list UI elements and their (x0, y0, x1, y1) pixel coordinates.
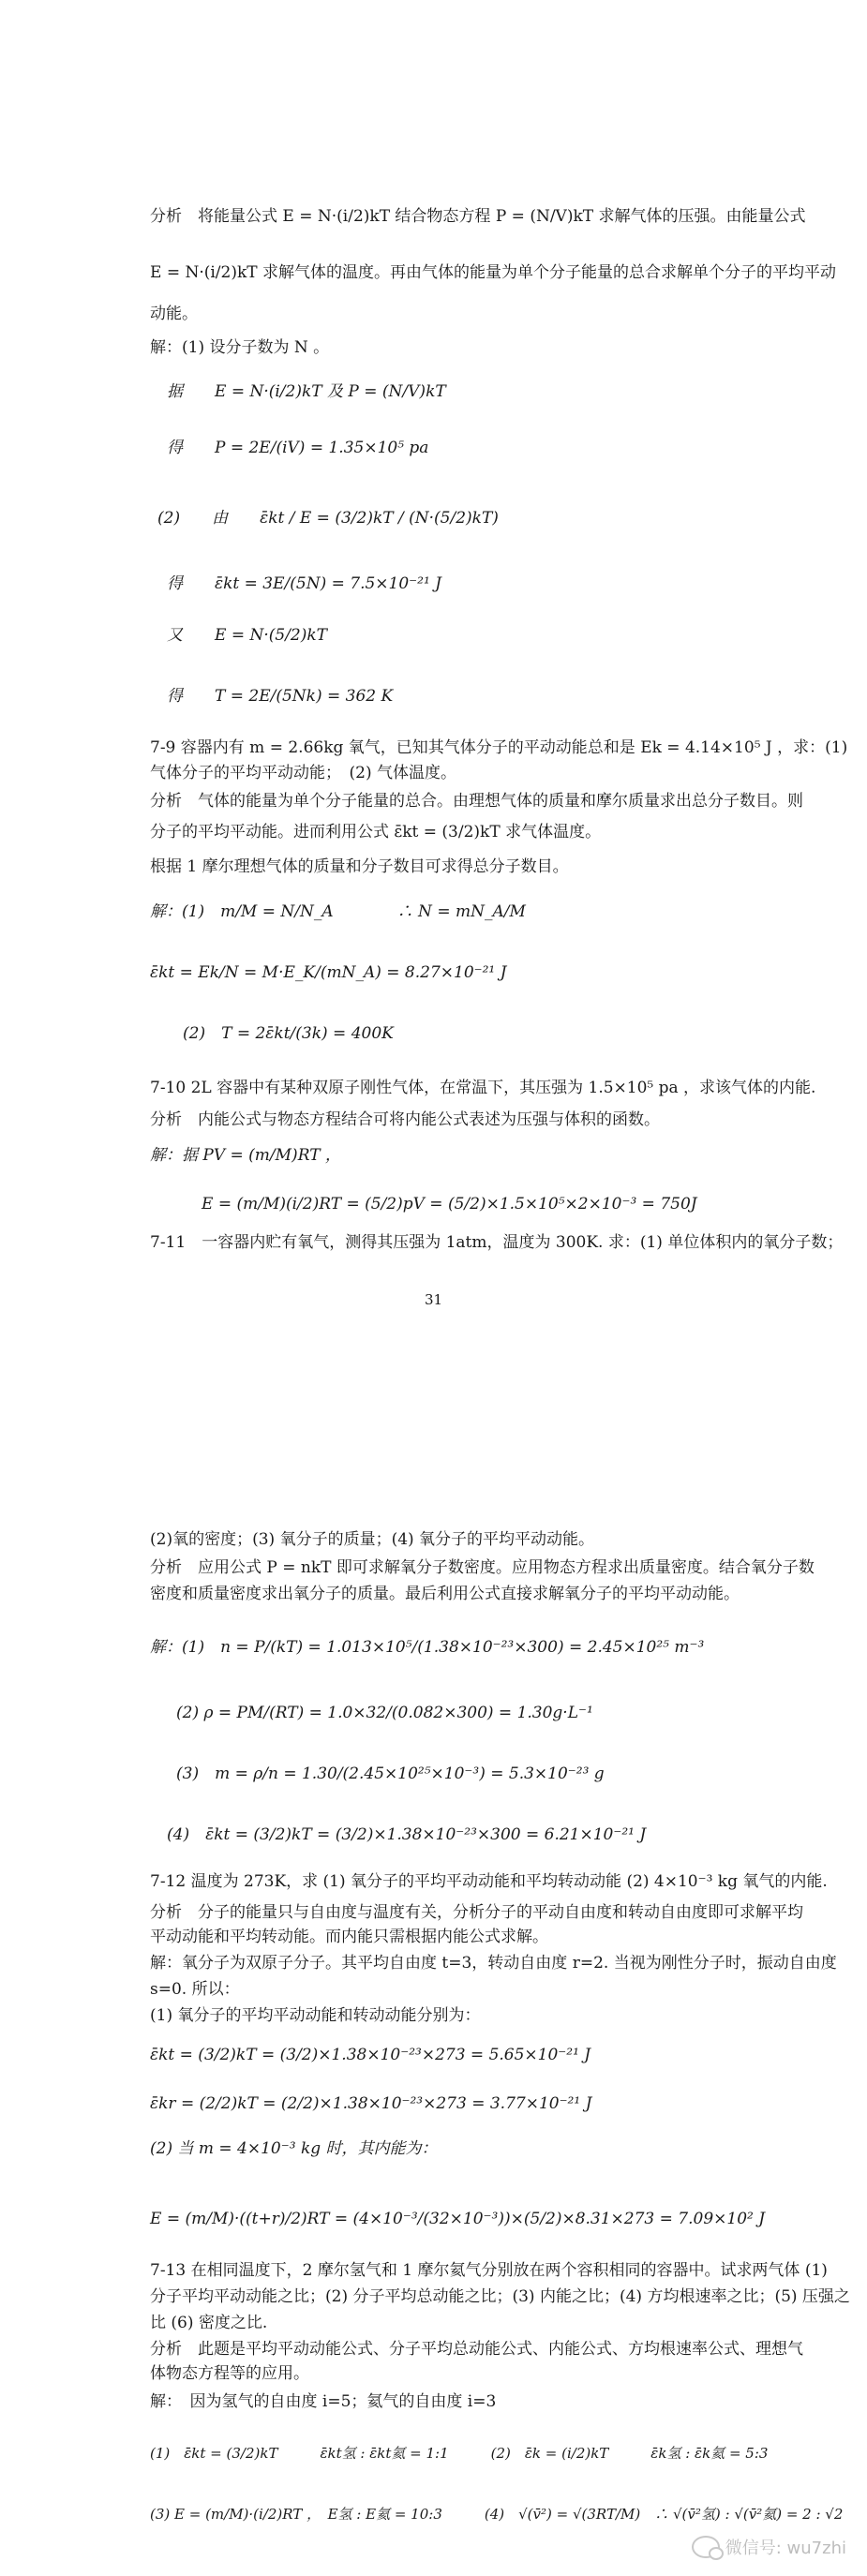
text-line: E = N·(i/2)kT 求解气体的温度。再由气体的能量为单个分子能量的总合求解单个分子的平均平动 (150, 263, 837, 282)
equation: 解：据 PV = (m/M)RT ， (150, 1146, 341, 1165)
equation: ε̄kt = (3/2)kT = (3/2)×1.38×10⁻²³×273 = 5.65×10⁻²¹ J (150, 2046, 591, 2064)
text-line: 密度和质量密度求出氧分子的质量。最后利用公式直接求解氧分子的平均平动动能。 (150, 1585, 740, 1603)
text-line: 7-13 在相同温度下，2 摩尔氢气和 1 摩尔氦气分别放在两个容积相同的容器中。试求两气体 (1) (150, 2261, 828, 2280)
equation: ε̄kt = Ek/N = M·E_K/(mN_A) = 8.27×10⁻²¹ J (150, 963, 507, 982)
text-line: 7-10 2L 容器中有某种双原子刚性气体，在常温下，其压强为 1.5×10⁵ pa ，求该气体的内能. (150, 1079, 816, 1097)
text-line: 分析 应用公式 P = nkT 即可求解氧分子数密度。应用物态方程求出质量密度。结合氧分子数 (150, 1558, 815, 1577)
text-line: 分析 此题是平均平动动能公式、分子平均总动能公式、内能公式、方均根速率公式、理想气 (150, 2340, 803, 2359)
text-line: 解： 因为氢气的自由度 i=5；氦气的自由度 i=3 (150, 2392, 497, 2411)
equation: 解：(1) m/M = N/N_A ∴ N = mN_A/M (150, 902, 526, 921)
wechat-icon (692, 2536, 720, 2558)
equation: (3) E = (m/M)·(i/2)RT ， E氢 : E氦 = 10:3 (4) √(v̄²) = √(3RT/M) ∴ √(v̄²氢) : √(v̄²氦) = 2 : √2 (150, 2506, 844, 2523)
text-line: 动能。 (150, 305, 198, 323)
equation: ε̄kr = (2/2)kT = (2/2)×1.38×10⁻²³×273 = 3.77×10⁻²¹ J (150, 2094, 592, 2113)
equation: 又 E = N·(5/2)kT (167, 626, 328, 645)
text-line: s=0. 所以： (150, 1980, 240, 1999)
text-line: 气体分子的平均平动动能； (2) 气体温度。 (150, 764, 456, 782)
text-line: 分析 内能公式与物态方程结合可将内能公式表述为压强与体积的函数。 (150, 1110, 660, 1129)
equation: 得 P = 2E/(iV) = 1.35×10⁵ pa (167, 439, 429, 457)
text-line: 分析 气体的能量为单个分子能量的总合。由理想气体的质量和摩尔质量求出总分子数目。则 (150, 792, 803, 811)
text-line: 分子平均平动动能之比；(2) 分子平均总动能之比；(3) 内能之比；(4) 方均根速率之比；(5) 压强之 (150, 2287, 850, 2306)
text-line: 分析 将能量公式 E = N·(i/2)kT 结合物态方程 P = (N/V)kT 求解气体的压强。由能量公式 (150, 207, 806, 226)
equation: E = (m/M)(i/2)RT = (5/2)pV = (5/2)×1.5×10⁵×2×10⁻³ = 750J (202, 1195, 697, 1214)
text-line: 比 (6) 密度之比. (150, 2314, 268, 2332)
text-line: 分子的平均平动能。进而利用公式 ε̄kt = (3/2)kT 求气体温度。 (150, 823, 602, 841)
text-line: 体物态方程等的应用。 (150, 2364, 309, 2383)
text-line: 7-12 温度为 273K，求 (1) 氧分子的平均平动动能和平均转动动能 (2) 4×10⁻³ kg 氧气的内能. (150, 1872, 828, 1891)
text-line: (1) 氧分子的平均平动动能和转动动能分别为： (150, 2006, 481, 2025)
page-number: 31 (424, 1291, 443, 1308)
text-line: 解：氧分子为双原子分子。其平均自由度 t=3，转动自由度 r=2. 当视为刚性分子时，振动自由度 (150, 1954, 837, 1973)
text-line: 分析 分子的能量只与自由度与温度有关，分析分子的平动自由度和转动自由度即可求解平均 (150, 1903, 803, 1922)
equation: 据 E = N·(i/2)kT 及 P = (N/V)kT (167, 382, 446, 401)
equation: (2) T = 2ε̄kt/(3k) = 400K (183, 1024, 394, 1043)
text-line: 7-9 容器内有 m = 2.66kg 氧气，已知其气体分子的平动动能总和是 Ek = 4.14×10⁵ J ，求：(1) (150, 738, 848, 757)
equation: 得 ε̄kt = 3E/(5N) = 7.5×10⁻²¹ J (167, 574, 442, 593)
equation: (3) m = ρ/n = 1.30/(2.45×10²⁵×10⁻³) = 5.3×10⁻²³ g (176, 1764, 605, 1783)
equation: (2) 当 m = 4×10⁻³ kg 时，其内能为： (150, 2139, 438, 2158)
text-line: (2)氧的密度；(3) 氧分子的质量；(4) 氧分子的平均平动动能。 (150, 1530, 595, 1549)
equation: (2) 由 ε̄kt / E = (3/2)kT / (N·(5/2)kT) (157, 509, 499, 528)
equation: 得 T = 2E/(5Nk) = 362 K (167, 687, 394, 706)
text-line: 解：(1) 设分子数为 N 。 (150, 338, 330, 357)
watermark (692, 2535, 846, 2559)
equation: (2) ρ = PM/(RT) = 1.0×32/(0.082×300) = 1.30g·L⁻¹ (176, 1704, 593, 1722)
equation: (4) ε̄kt = (3/2)kT = (3/2)×1.38×10⁻²³×300 = 6.21×10⁻²¹ J (167, 1825, 647, 1844)
equation: 解：(1) n = P/(kT) = 1.013×10⁵/(1.38×10⁻²³×300) = 2.45×10²⁵ m⁻³ (150, 1638, 705, 1657)
watermark-label: 微信号: wu7zhi (725, 2539, 846, 2558)
text-line: 7-11 一容器内贮有氧气，测得其压强为 1atm，温度为 300K. 求：(1) 单位体积内的氧分子数； (150, 1233, 844, 1252)
page-32 (0, 1518, 867, 2576)
equation: E = (m/M)·((t+r)/2)RT = (4×10⁻³/(32×10⁻³))×(5/2)×8.31×273 = 7.09×10² J (150, 2210, 766, 2228)
text-line: 平动动能和平均转动能。而内能只需根据内能公式求解。 (150, 1928, 548, 1946)
text-line: 根据 1 摩尔理想气体的质量和分子数目可求得总分子数目。 (150, 857, 569, 876)
equation: (1) ε̄kt = (3/2)kT ε̄kt氢 : ε̄kt氦 = 1:1 (2) ε̄k = (i/2)kT ε̄k氢 : ε̄k氦 = 5:3 (150, 2445, 769, 2462)
